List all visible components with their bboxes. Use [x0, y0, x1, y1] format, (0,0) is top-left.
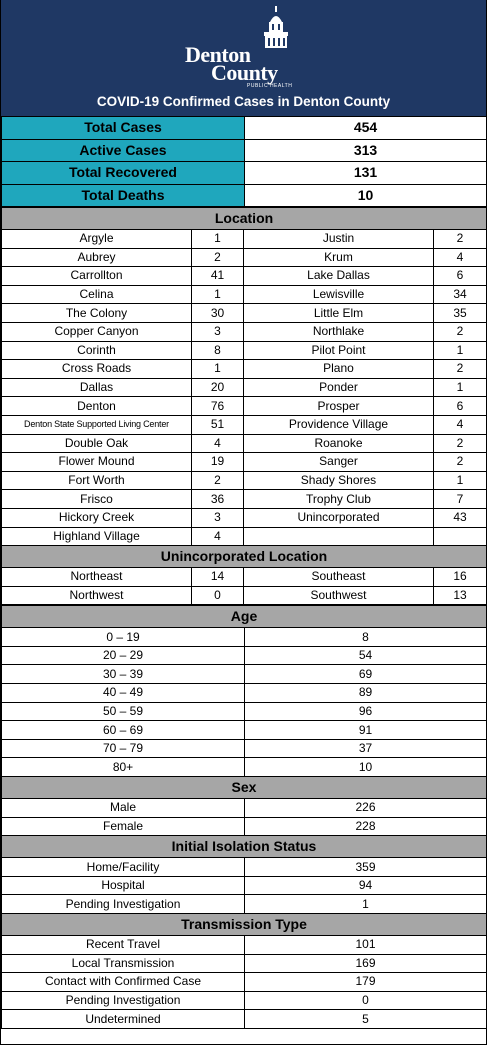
- table-row: [2, 230, 487, 249]
- location-name: Hickory Creek: [2, 508, 192, 527]
- isolation-label: Pending Investigation: [2, 895, 245, 914]
- age-label: 30 – 39: [2, 665, 245, 684]
- location-name: Southeast: [244, 568, 434, 587]
- location-count: 2: [192, 471, 244, 490]
- table-row: [2, 453, 487, 472]
- location-name: Highland Village: [2, 527, 192, 546]
- location-name: Denton State Supported Living Center: [2, 415, 192, 434]
- location-name: Krum: [244, 248, 434, 267]
- location-name: Aubrey: [2, 248, 192, 267]
- location-name: Providence Village: [244, 415, 434, 434]
- location-count: 2: [434, 230, 487, 249]
- location-name: Denton: [2, 397, 192, 416]
- table-row: [2, 341, 487, 360]
- table-row: [2, 285, 487, 304]
- page-title: COVID-19 Confirmed Cases in Denton County: [96, 94, 391, 109]
- location-count: 1: [434, 471, 487, 490]
- location-count: 3: [192, 508, 244, 527]
- location-name: Prosper: [244, 397, 434, 416]
- table-row: [2, 586, 487, 605]
- totals-row: [2, 139, 487, 162]
- location-name: Fort Worth: [2, 471, 192, 490]
- location-name: Flower Mound: [2, 453, 192, 472]
- location-name: Lake Dallas: [244, 267, 434, 286]
- location-count: 2: [192, 248, 244, 267]
- location-name: Dallas: [2, 378, 192, 397]
- table-row: [2, 739, 487, 758]
- report-header: [1, 0, 486, 116]
- age-label: 60 – 69: [2, 721, 245, 740]
- table-row: [2, 876, 487, 895]
- location-count: 2: [434, 434, 487, 453]
- transmission-label: Local Transmission: [2, 954, 245, 973]
- location-name: Cross Roads: [2, 360, 192, 379]
- location-count: 4: [434, 248, 487, 267]
- table-row: [2, 378, 487, 397]
- totals-row: [2, 184, 487, 207]
- location-name: Roanoke: [244, 434, 434, 453]
- table-row: [2, 954, 487, 973]
- age-label: 20 – 29: [2, 646, 245, 665]
- location-count: 34: [434, 285, 487, 304]
- table-row: [2, 702, 487, 721]
- table-row: [2, 991, 487, 1010]
- table-row: [2, 758, 487, 777]
- location-name: [244, 527, 434, 546]
- total-value: 10: [245, 184, 487, 207]
- transmission-value: 0: [245, 991, 487, 1010]
- location-count: 35: [434, 304, 487, 323]
- location-name: Justin: [244, 230, 434, 249]
- location-name: Shady Shores: [244, 471, 434, 490]
- table-row: [2, 646, 487, 665]
- table-row: [2, 397, 487, 416]
- location-count: 1: [192, 360, 244, 379]
- total-value: 454: [245, 117, 487, 140]
- isolation-label: Home/Facility: [2, 858, 245, 877]
- location-table: [1, 207, 487, 605]
- location-count: 13: [434, 586, 487, 605]
- location-name: Pilot Point: [244, 341, 434, 360]
- location-count: 0: [192, 586, 244, 605]
- location-count: 1: [192, 285, 244, 304]
- transmission-label: Contact with Confirmed Case: [2, 973, 245, 992]
- location-name: Double Oak: [2, 434, 192, 453]
- location-name: Northlake: [244, 322, 434, 341]
- total-label: Total Recovered: [2, 162, 245, 185]
- location-count: 51: [192, 415, 244, 434]
- location-count: 8: [192, 341, 244, 360]
- location-count: 6: [434, 397, 487, 416]
- logo-line-1: Denton: [185, 42, 251, 67]
- isolation-value: 1: [245, 895, 487, 914]
- table-row: [2, 817, 487, 836]
- sex-value: 228: [245, 817, 487, 836]
- age-value: 69: [245, 665, 487, 684]
- location-name: Carrollton: [2, 267, 192, 286]
- location-name: Trophy Club: [244, 490, 434, 509]
- logo-line-2: County: [211, 60, 278, 85]
- total-label: Active Cases: [2, 139, 245, 162]
- location-count: 4: [192, 527, 244, 546]
- section-header-transmission: Transmission Type: [2, 914, 487, 936]
- table-row: [2, 936, 487, 955]
- age-value: 8: [245, 628, 487, 647]
- location-name: Little Elm: [244, 304, 434, 323]
- location-count: 2: [434, 453, 487, 472]
- location-name: Northwest: [2, 586, 192, 605]
- location-name: Southwest: [244, 586, 434, 605]
- table-row: [2, 434, 487, 453]
- location-count: 1: [192, 230, 244, 249]
- table-row: [2, 248, 487, 267]
- table-row: [2, 415, 487, 434]
- sex-value: 226: [245, 799, 487, 818]
- totals-table: [1, 116, 487, 207]
- age-value: 91: [245, 721, 487, 740]
- age-label: 80+: [2, 758, 245, 777]
- location-count: 4: [192, 434, 244, 453]
- table-row: [2, 267, 487, 286]
- location-name: Unincorporated: [244, 508, 434, 527]
- location-count: 16: [434, 568, 487, 587]
- denton-county-logo: [185, 6, 305, 90]
- location-name: Lewisville: [244, 285, 434, 304]
- location-count: 4: [434, 415, 487, 434]
- totals-row: [2, 162, 487, 185]
- table-row: [2, 304, 487, 323]
- logo-subtitle: PUBLIC HEALTH: [247, 83, 293, 89]
- isolation-label: Hospital: [2, 876, 245, 895]
- total-value: 131: [245, 162, 487, 185]
- age-label: 40 – 49: [2, 684, 245, 703]
- table-row: [2, 721, 487, 740]
- table-row: [2, 322, 487, 341]
- location-name: Copper Canyon: [2, 322, 192, 341]
- age-value: 96: [245, 702, 487, 721]
- table-row: [2, 1010, 487, 1029]
- table-row: [2, 858, 487, 877]
- location-count: 3: [192, 322, 244, 341]
- transmission-label: Pending Investigation: [2, 991, 245, 1010]
- sex-label: Male: [2, 799, 245, 818]
- section-header-sex: Sex: [2, 777, 487, 799]
- location-count: 30: [192, 304, 244, 323]
- location-count: [434, 527, 487, 546]
- age-value: 54: [245, 646, 487, 665]
- table-row: [2, 360, 487, 379]
- table-row: [2, 568, 487, 587]
- location-count: 1: [434, 378, 487, 397]
- transmission-value: 169: [245, 954, 487, 973]
- isolation-value: 94: [245, 876, 487, 895]
- sex-label: Female: [2, 817, 245, 836]
- location-count: 2: [434, 322, 487, 341]
- location-name: Argyle: [2, 230, 192, 249]
- table-row: [2, 799, 487, 818]
- total-label: Total Deaths: [2, 184, 245, 207]
- age-value: 89: [245, 684, 487, 703]
- location-count: 7: [434, 490, 487, 509]
- location-count: 43: [434, 508, 487, 527]
- location-name: Ponder: [244, 378, 434, 397]
- isolation-value: 359: [245, 858, 487, 877]
- total-label: Total Cases: [2, 117, 245, 140]
- location-count: 2: [434, 360, 487, 379]
- table-row: [2, 508, 487, 527]
- courthouse-icon: [261, 6, 291, 50]
- age-label: 50 – 59: [2, 702, 245, 721]
- location-count: 19: [192, 453, 244, 472]
- location-count: 36: [192, 490, 244, 509]
- age-label: 70 – 79: [2, 739, 245, 758]
- age-value: 37: [245, 739, 487, 758]
- transmission-value: 5: [245, 1010, 487, 1029]
- location-count: 41: [192, 267, 244, 286]
- totals-row: [2, 117, 487, 140]
- location-name: Plano: [244, 360, 434, 379]
- location-count: 6: [434, 267, 487, 286]
- transmission-value: 179: [245, 973, 487, 992]
- demographics-table: [1, 605, 487, 1029]
- transmission-label: Undetermined: [2, 1010, 245, 1029]
- age-value: 10: [245, 758, 487, 777]
- table-row: [2, 471, 487, 490]
- transmission-value: 101: [245, 936, 487, 955]
- location-name: Frisco: [2, 490, 192, 509]
- location-name: Celina: [2, 285, 192, 304]
- table-row: [2, 665, 487, 684]
- table-row: [2, 628, 487, 647]
- transmission-label: Recent Travel: [2, 936, 245, 955]
- location-count: 20: [192, 378, 244, 397]
- location-count: 76: [192, 397, 244, 416]
- age-label: 0 – 19: [2, 628, 245, 647]
- location-name: Corinth: [2, 341, 192, 360]
- table-row: [2, 973, 487, 992]
- table-row: [2, 895, 487, 914]
- location-name: The Colony: [2, 304, 192, 323]
- location-count: 14: [192, 568, 244, 587]
- total-value: 313: [245, 139, 487, 162]
- section-header-age: Age: [2, 606, 487, 628]
- table-row: [2, 684, 487, 703]
- table-row: [2, 490, 487, 509]
- location-name: Northeast: [2, 568, 192, 587]
- section-header-unincorporated: Unincorporated Location: [2, 546, 487, 568]
- location-count: 1: [434, 341, 487, 360]
- location-name: Sanger: [244, 453, 434, 472]
- section-header-isolation: Initial Isolation Status: [2, 836, 487, 858]
- table-row: [2, 527, 487, 546]
- section-header-location: Location: [2, 208, 487, 230]
